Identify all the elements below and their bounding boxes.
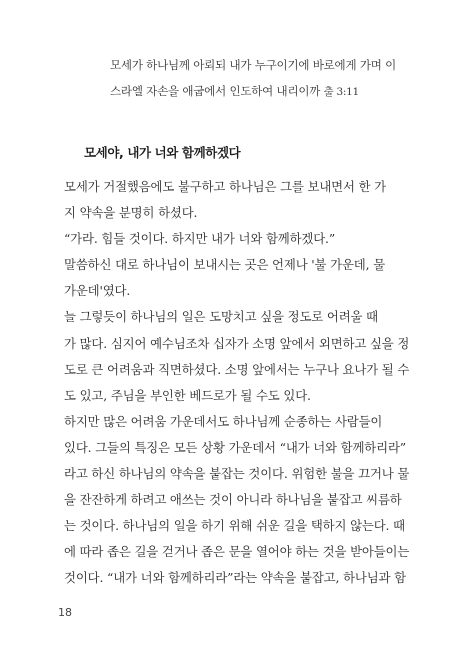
- section-heading: 모세야, 내가 너와 함께하겠다: [84, 145, 241, 160]
- body-line-16: 것이다. “내가 너와 함께하리라”라는 약속을 붙잡고, 하나님과 함: [64, 570, 406, 586]
- body-line-11: 있다. 그들의 특징은 모든 상황 가운데서 “내가 너와 함께하리라”: [64, 439, 406, 455]
- body-line-3: “가라. 힘들 것이다. 하지만 내가 너와 함께하겠다.”: [64, 231, 336, 247]
- body-line-13: 을 잔잔하게 하려고 애쓰는 것이 아니라 하나님을 붙잡고 씨름하: [64, 492, 402, 508]
- body-line-1: 모세가 거절했음에도 불구하고 하나님은 그를 보내면서 한 가: [64, 179, 387, 194]
- scripture-quote: [110, 52, 410, 105]
- body-line-12: 라고 하신 하나님의 약속을 붙잡는 것이다. 위험한 불을 끄거나 물: [64, 466, 410, 482]
- body-line-6: 늘 그렇듯이 하나님의 일은 도망치고 싶을 정도로 어려울 때: [64, 309, 378, 325]
- quote-line-2-text: 스라엘 자손을 애굽에서 인도하여 내리이까: [110, 84, 324, 98]
- body-line-10: 하지만 많은 어려움 가운데서도 하나님께 순종하는 사람들이: [64, 413, 383, 429]
- body-line-5: 가운데'였다.: [64, 283, 131, 299]
- scripture-reference: 출 3:11: [323, 86, 359, 98]
- quote-line-1: 모세가 하나님께 아뢰되 내가 누구이기에 바로에게 가며 이: [110, 58, 397, 72]
- body-line-2: 지 약속을 분명히 하셨다.: [64, 205, 198, 221]
- body-line-15: 에 따라 좁은 길을 걷거나 좁은 문을 열어야 하는 것을 받아들이는: [64, 544, 410, 560]
- page-number: 18: [58, 606, 72, 619]
- body-line-7: 가 많다. 심지어 예수님조차 십자가 소명 앞에서 외면하고 싶을 정: [64, 335, 410, 351]
- body-line-9: 도 있고, 주님을 부인한 베드로가 될 수도 있다.: [64, 387, 311, 403]
- body-line-14: 는 것이다. 하나님의 일을 하기 위해 쉬운 길을 택하지 않는다. 때: [64, 518, 405, 534]
- quote-line-2: [110, 78, 410, 105]
- body-text: [64, 174, 410, 592]
- body-line-4: 말씀하신 대로 하나님이 보내시는 곳은 언제나 '불 가운데, 물: [64, 257, 386, 273]
- body-line-8: 도로 큰 어려움과 직면하셨다. 소명 앞에서는 누구나 요나가 될 수: [64, 361, 410, 377]
